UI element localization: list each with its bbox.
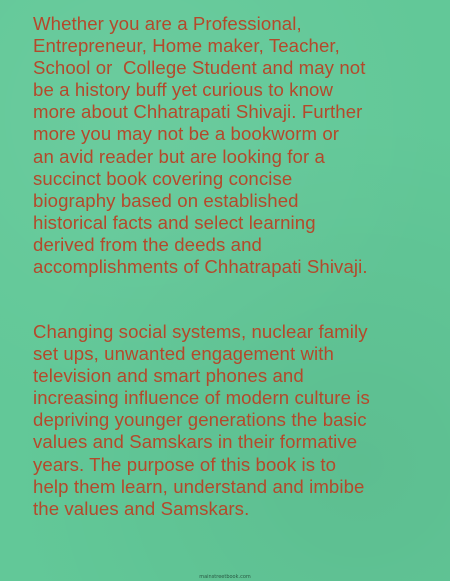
text-line: Whether you are a Professional,	[33, 13, 302, 34]
text-line: Entrepreneur, Home maker, Teacher,	[33, 35, 340, 57]
text-line: values and Samskars in their formative	[33, 431, 358, 453]
text-line: help them learn, understand and imbibe	[33, 475, 365, 497]
text-line: Changing social systems, nuclear family	[33, 321, 368, 342]
text-line: an avid reader but are looking for a	[33, 145, 325, 167]
text-line: be a history buff yet curious to know	[33, 79, 333, 101]
text-line: derived from the deeds and	[33, 233, 262, 255]
text-line: years. The purpose of this book is to	[33, 453, 337, 475]
text-line: succinct book covering concise	[33, 167, 293, 189]
text-line: more about Chhatrapati Shivaji. Further	[33, 101, 363, 123]
text-line: the values and Samskars.	[33, 497, 250, 519]
text-line: historical facts and select learning	[33, 211, 316, 233]
blurb-paragraph-1	[33, 13, 445, 278]
text-line: more you may not be a bookworm or	[33, 123, 340, 145]
blurb-paragraph-2	[33, 321, 445, 520]
text-line: School or College Student and may not	[33, 57, 366, 79]
text-line: set ups, unwanted engagement with	[33, 343, 334, 365]
text-line: accomplishments of Chhatrapati Shivaji.	[33, 256, 368, 278]
text-line: depriving younger generations the basic	[33, 409, 367, 431]
footer-url: mainstreetbook.com	[199, 574, 251, 580]
text-line: television and smart phones and	[33, 365, 304, 387]
text-line: increasing influence of modern culture is	[33, 387, 370, 409]
text-line: biography based on established	[33, 189, 299, 211]
